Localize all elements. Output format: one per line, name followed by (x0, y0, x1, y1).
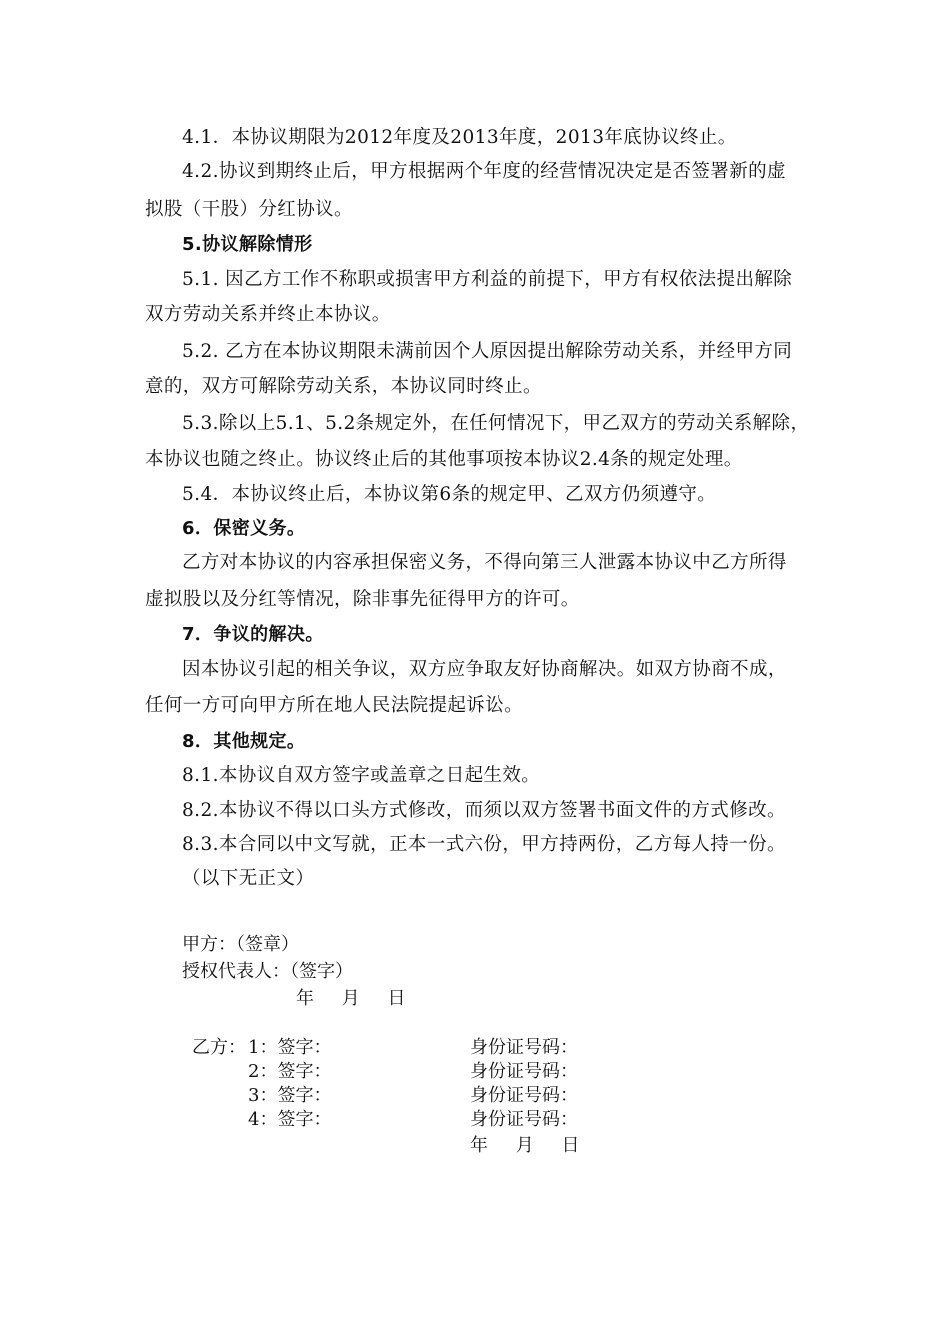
id-number-1: 身份证号码： (470, 1037, 578, 1058)
signer-2: 2：签字： (248, 1061, 332, 1082)
clause-5-4: 5.4．本协议终止后，本协议第6条的规定甲、乙双方仍须遵守。 (182, 484, 717, 505)
clause-5-1-line2: 双方劳动关系并终止本协议。 (145, 304, 391, 325)
clause-6-line1: 乙方对本协议的内容承担保密义务，不得向第三人泄露本协议中乙方所得 (182, 552, 787, 573)
clause-8-3: 8.3.本合同以中文写就，正本一式六份，甲方持两份，乙方每人持一份。 (182, 834, 786, 855)
clause-4-2-line2: 拟股（干股）分红协议。 (145, 199, 353, 220)
authorized-representative: 授权代表人：（签字） (182, 961, 353, 982)
heading-section-6: 6．保密义务。 (182, 518, 306, 539)
heading-section-8: 8．其他规定。 (182, 731, 306, 752)
heading-section-5: 5.协议解除情形 (182, 234, 313, 255)
party-b-label: 乙方： (192, 1037, 246, 1058)
end-of-text-note: （以下无正文） (182, 868, 315, 889)
party-a-seal: 甲方：（签章） (182, 934, 299, 955)
clause-5-1-line1: 5.1. 因乙方工作不称职或损害甲方利益的前提下，甲方有权依法提出解除 (182, 269, 793, 290)
clause-7-line1: 因本协议引起的相关争议，双方应争取友好协商解决。如双方协商不成， (182, 659, 787, 680)
clause-7-line2: 任何一方可向甲方所在地人民法院提起诉讼。 (145, 695, 524, 716)
clause-5-3-line2: 本协议也随之终止。协议终止后的其他事项按本协议2.4条的规定处理。 (145, 449, 743, 470)
id-number-4: 身份证号码： (470, 1109, 578, 1130)
clause-4-1: 4.1．本协议期限为2012年度及2013年度，2013年底协议终止。 (182, 127, 737, 148)
party-a-date: 年 月 日 (296, 988, 406, 1009)
clause-5-2-line1: 5.2. 乙方在本协议期限未满前因个人原因提出解除劳动关系，并经甲方同 (182, 341, 793, 362)
signer-3: 3：签字： (248, 1085, 332, 1106)
clause-5-2-line2: 意的，双方可解除劳动关系，本协议同时终止。 (145, 376, 542, 397)
signer-4: 4：签字： (248, 1109, 332, 1130)
clause-4-2-line1: 4.2.协议到期终止后，甲方根据两个年度的经营情况决定是否签署新的虚 (182, 161, 786, 182)
clause-8-2: 8.2.本协议不得以口头方式修改，而须以双方签署书面文件的方式修改。 (182, 800, 786, 821)
signer-1: 1：签字： (248, 1037, 332, 1058)
party-b-date: 年 月 日 (470, 1135, 580, 1156)
clause-8-1: 8.1.本协议自双方签字或盖章之日起生效。 (182, 765, 541, 786)
heading-section-7: 7．争议的解决。 (182, 624, 324, 645)
clause-6-line2: 虚拟股以及分红等情况，除非事先征得甲方的许可。 (145, 589, 580, 610)
id-number-2: 身份证号码： (470, 1061, 578, 1082)
clause-5-3-line1: 5.3.除以上5.1、5.2条规定外，在任何情况下，甲乙双方的劳动关系解除， (182, 413, 810, 434)
id-number-3: 身份证号码： (470, 1085, 578, 1106)
